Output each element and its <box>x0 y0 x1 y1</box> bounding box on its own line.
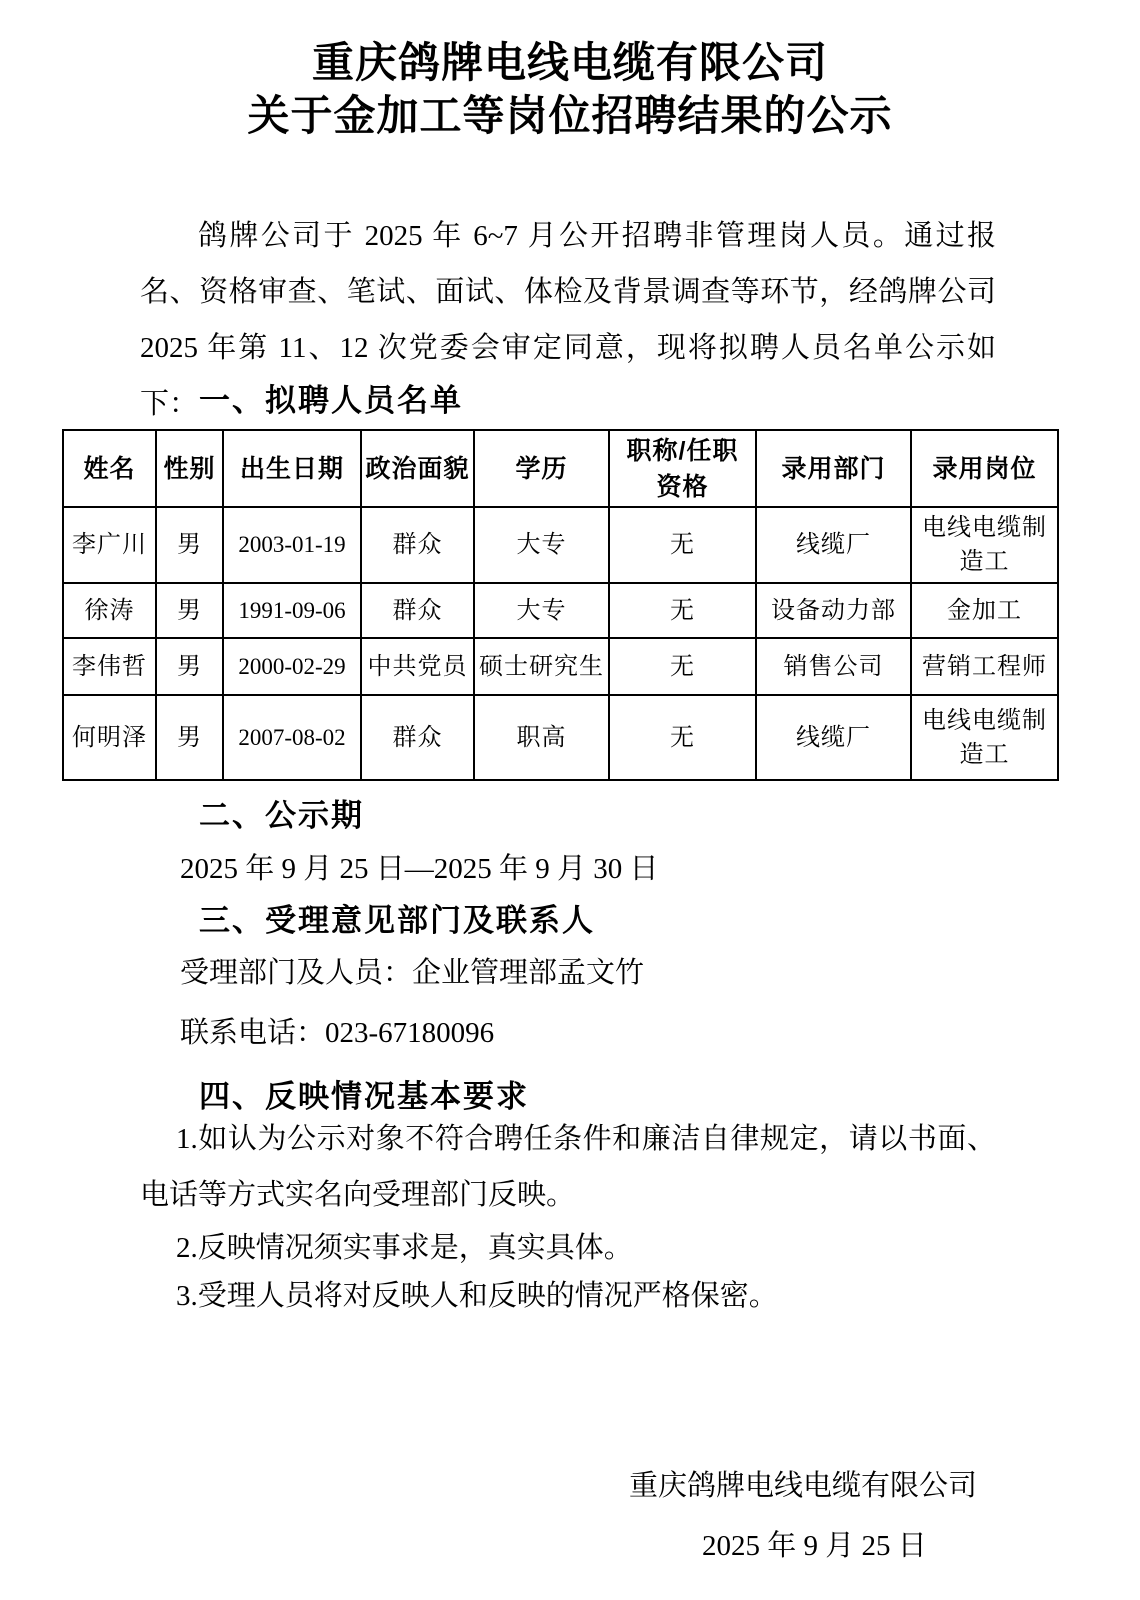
cell-education: 硕士研究生 <box>474 638 609 695</box>
cell-political-status: 中共党员 <box>361 638 474 695</box>
cell-birthdate: 1991-09-06 <box>223 583 361 638</box>
requirement-item-2: 2.反映情况须实事求是，真实具体。 <box>176 1232 633 1264</box>
footer-company-name: 重庆鸽牌电线电缆有限公司 <box>629 1470 978 1502</box>
intro-paragraph: 鸽牌公司于 2025 年 6~7 月公开招聘非管理岗人员。通过报名、资格审查、笔试、面试、体检及背景调查等环节，经鸽牌公司 2025 年第 11、12 次党委会审定同意，现将拟聘人员名单公示如下： <box>140 220 996 420</box>
col-header-political-status: 政治面貌 <box>361 430 474 507</box>
cell-qualification: 无 <box>609 695 756 780</box>
col-header-education: 学历 <box>474 430 609 507</box>
cell-department: 设备动力部 <box>756 583 911 638</box>
col-header-birthdate: 出生日期 <box>223 430 361 507</box>
cell-political-status: 群众 <box>361 695 474 780</box>
contact-phone: 联系电话：023-67180096 <box>180 1017 495 1049</box>
publicity-period: 2025 年 9 月 25 日—2025 年 9 月 30 日 <box>180 853 659 885</box>
document-title <box>0 38 1140 144</box>
table-row <box>63 583 1058 638</box>
section-heading-contact: 三、受理意见部门及联系人 <box>199 903 595 938</box>
cell-birthdate: 2003-01-19 <box>223 507 361 583</box>
recruitment-roster-table <box>62 429 1059 781</box>
cell-education: 大专 <box>474 507 609 583</box>
cell-name: 何明泽 <box>63 695 156 780</box>
cell-gender: 男 <box>156 695 223 780</box>
cell-gender: 男 <box>156 638 223 695</box>
col-header-name: 姓名 <box>63 430 156 507</box>
table-row <box>63 695 1058 780</box>
col-header-department: 录用部门 <box>756 430 911 507</box>
cell-position: 金加工 <box>911 583 1058 638</box>
cell-position: 营销工程师 <box>911 638 1058 695</box>
footer-date: 2025 年 9 月 25 日 <box>702 1530 927 1562</box>
cell-education: 职高 <box>474 695 609 780</box>
requirement-item-1: 1.如认为公示对象不符合聘任条件和廉洁自律规定，请以书面、电话等方式实名向受理部门反映。 <box>140 1123 996 1211</box>
cell-department: 线缆厂 <box>756 507 911 583</box>
cell-birthdate: 2000-02-29 <box>223 638 361 695</box>
cell-qualification: 无 <box>609 638 756 695</box>
section-heading-requirements: 四、反映情况基本要求 <box>199 1079 529 1114</box>
cell-qualification: 无 <box>609 507 756 583</box>
table-row <box>63 507 1058 583</box>
cell-political-status: 群众 <box>361 507 474 583</box>
cell-name: 李广川 <box>63 507 156 583</box>
cell-education: 大专 <box>474 583 609 638</box>
cell-department: 线缆厂 <box>756 695 911 780</box>
col-header-qualification: 职称/任职资格 <box>609 430 756 507</box>
requirement-item-3: 3.受理人员将对反映人和反映的情况严格保密。 <box>176 1280 778 1312</box>
cell-position: 电线电缆制造工 <box>911 507 1058 583</box>
cell-department: 销售公司 <box>756 638 911 695</box>
table-row <box>63 638 1058 695</box>
table-header-row <box>63 430 1058 507</box>
cell-gender: 男 <box>156 507 223 583</box>
title-line-2: 关于金加工等岗位招聘结果的公示 <box>247 94 893 140</box>
cell-birthdate: 2007-08-02 <box>223 695 361 780</box>
cell-name: 徐涛 <box>63 583 156 638</box>
title-line-1: 重庆鸽牌电线电缆有限公司 <box>311 41 828 87</box>
section-heading-publicity-period: 二、公示期 <box>199 798 364 833</box>
col-header-gender: 性别 <box>156 430 223 507</box>
section-heading-roster: 一、拟聘人员名单 <box>199 383 463 418</box>
cell-name: 李伟哲 <box>63 638 156 695</box>
cell-qualification: 无 <box>609 583 756 638</box>
cell-gender: 男 <box>156 583 223 638</box>
cell-position: 电线电缆制造工 <box>911 695 1058 780</box>
contact-department: 受理部门及人员：企业管理部孟文竹 <box>180 957 645 989</box>
cell-political-status: 群众 <box>361 583 474 638</box>
col-header-position: 录用岗位 <box>911 430 1058 507</box>
